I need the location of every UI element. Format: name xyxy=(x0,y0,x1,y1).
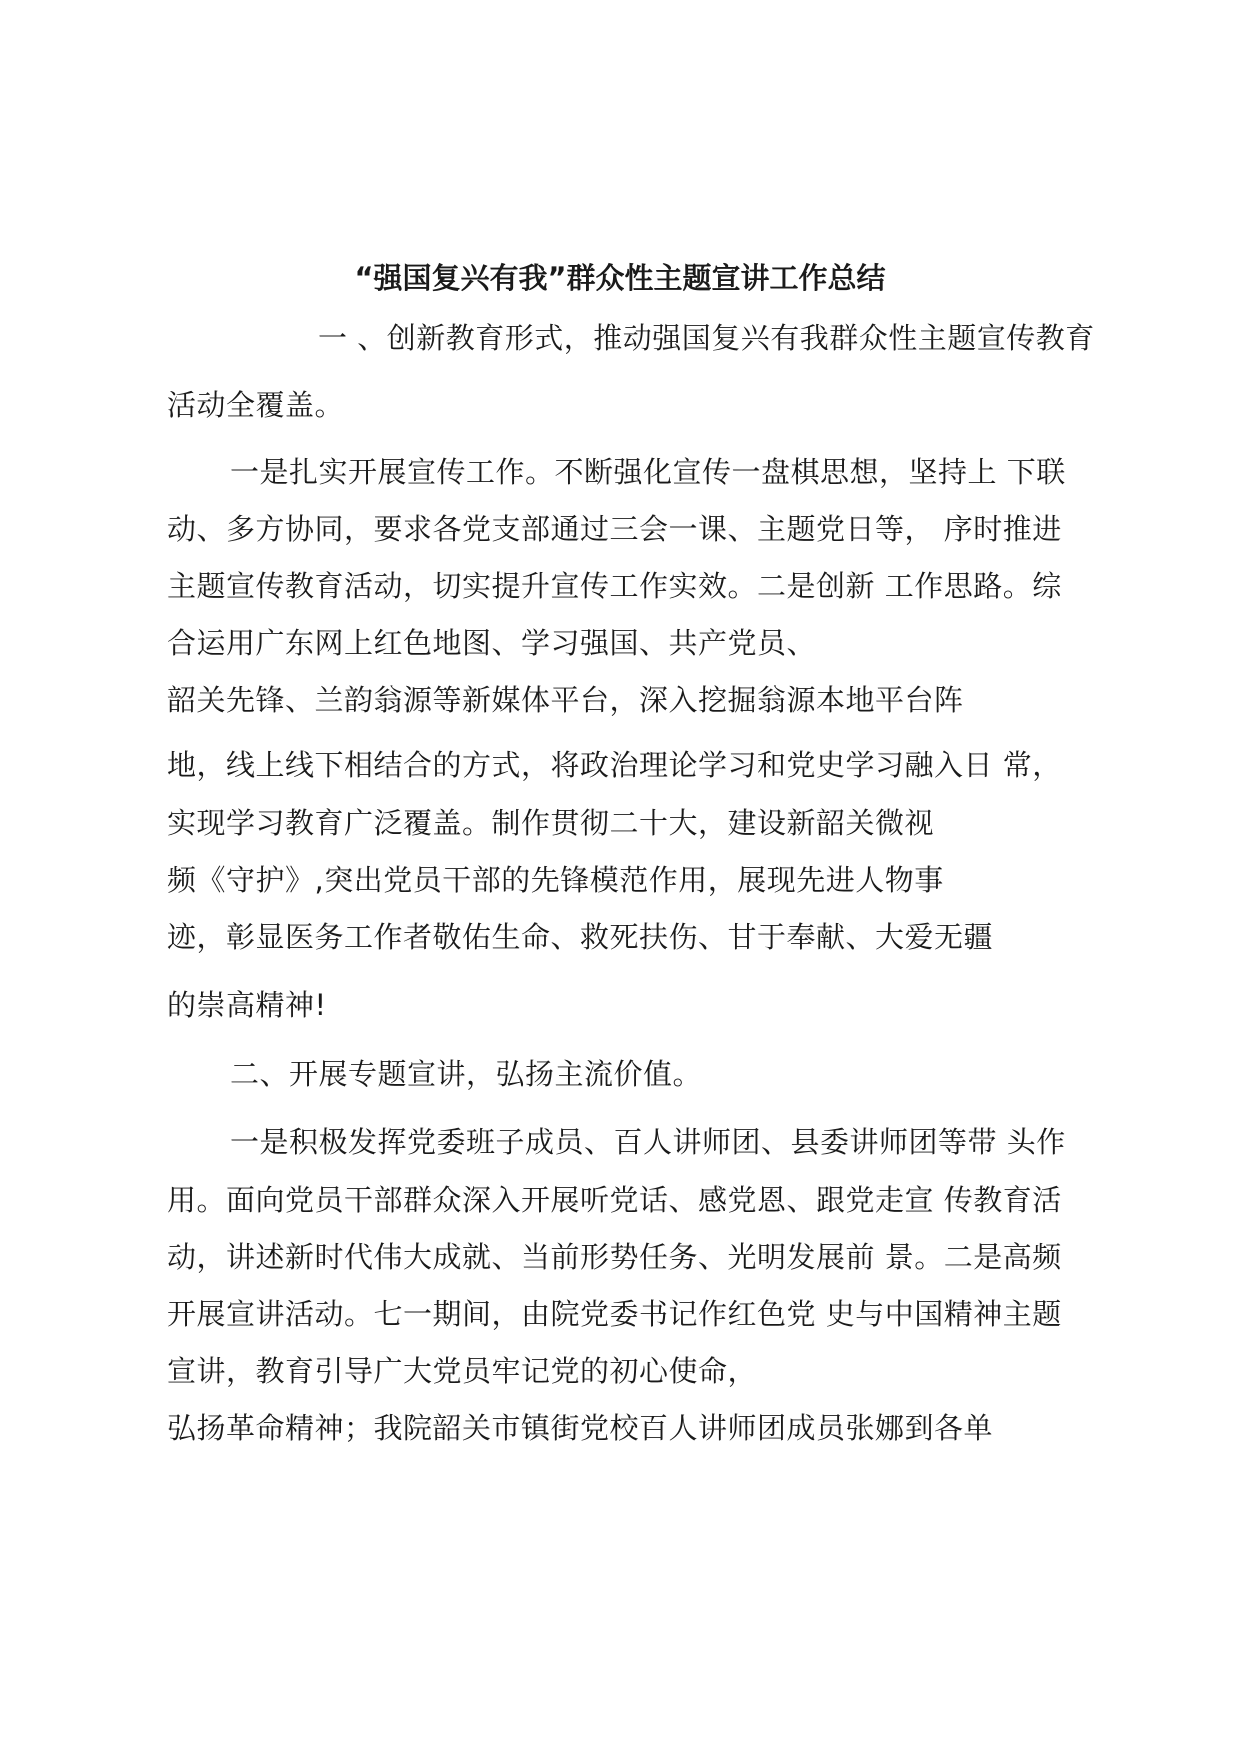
paragraph-line: 主题宣传教育活动，切实提升宣传工作实效。二是创新 工作思路。综 xyxy=(167,569,1062,603)
paragraph-line: 动，讲述新时代伟大成就、当前形势任务、光明发展前 景。二是高频 xyxy=(167,1240,1062,1274)
paragraph-line: 动、多方协同，要求各党支部通过三会一课、主题党日等， 序时推进 xyxy=(167,512,1062,546)
paragraph-line: 迹，彰显医务工作者敬佑生命、救死扶伤、甘于奉献、大爱无疆 xyxy=(167,920,994,954)
paragraph-line: 的崇高精神! xyxy=(167,988,327,1022)
paragraph-line: 一是积极发挥党委班子成员、百人讲师团、县委讲师团等带 头作 xyxy=(230,1125,1066,1159)
paragraph-line: 活动全覆盖。 xyxy=(167,388,345,422)
paragraph-line: 合运用广东网上红色地图、学习强国、共产党员、 xyxy=(167,626,817,660)
section-heading: 二、开展专题宣讲，弘扬主流价值。 xyxy=(230,1057,703,1091)
paragraph-line: 地，线上线下相结合的方式，将政治理论学习和党史学习融入日 常， xyxy=(167,748,1062,782)
paragraph-line: 用。面向党员干部群众深入开展听党话、感党恩、跟党走宣 传教育活 xyxy=(167,1183,1062,1217)
paragraph-line: 弘扬革命精神；我院韶关市镇街党校百人讲师团成员张娜到各单 xyxy=(167,1411,994,1445)
paragraph-line: 宣讲，教育引导广大党员牢记党的初心使命， xyxy=(167,1354,758,1388)
paragraph-line: 开展宣讲活动。七一期间，由院党委书记作红色党 史与中国精神主题 xyxy=(167,1297,1062,1331)
paragraph-line: 频《守护》,突出党员干部的先锋模范作用，展现先进人物事 xyxy=(167,863,944,897)
paragraph-line: 一是扎实开展宣传工作。不断强化宣传一盘棋思想，坚持上 下联 xyxy=(230,455,1066,489)
paragraph-line: 实现学习教育广泛覆盖。制作贯彻二十大，建设新韶关微视 xyxy=(167,806,935,840)
paragraph-line: 一 、创新教育形式，推动强国复兴有我群众性主题宣传教育 xyxy=(318,321,1095,355)
document-title: “强国复兴有我”群众性主题宣讲工作总结 xyxy=(354,261,886,295)
paragraph-line: 韶关先锋、兰韵翁源等新媒体平台，深入挖掘翁源本地平台阵 xyxy=(167,683,964,717)
